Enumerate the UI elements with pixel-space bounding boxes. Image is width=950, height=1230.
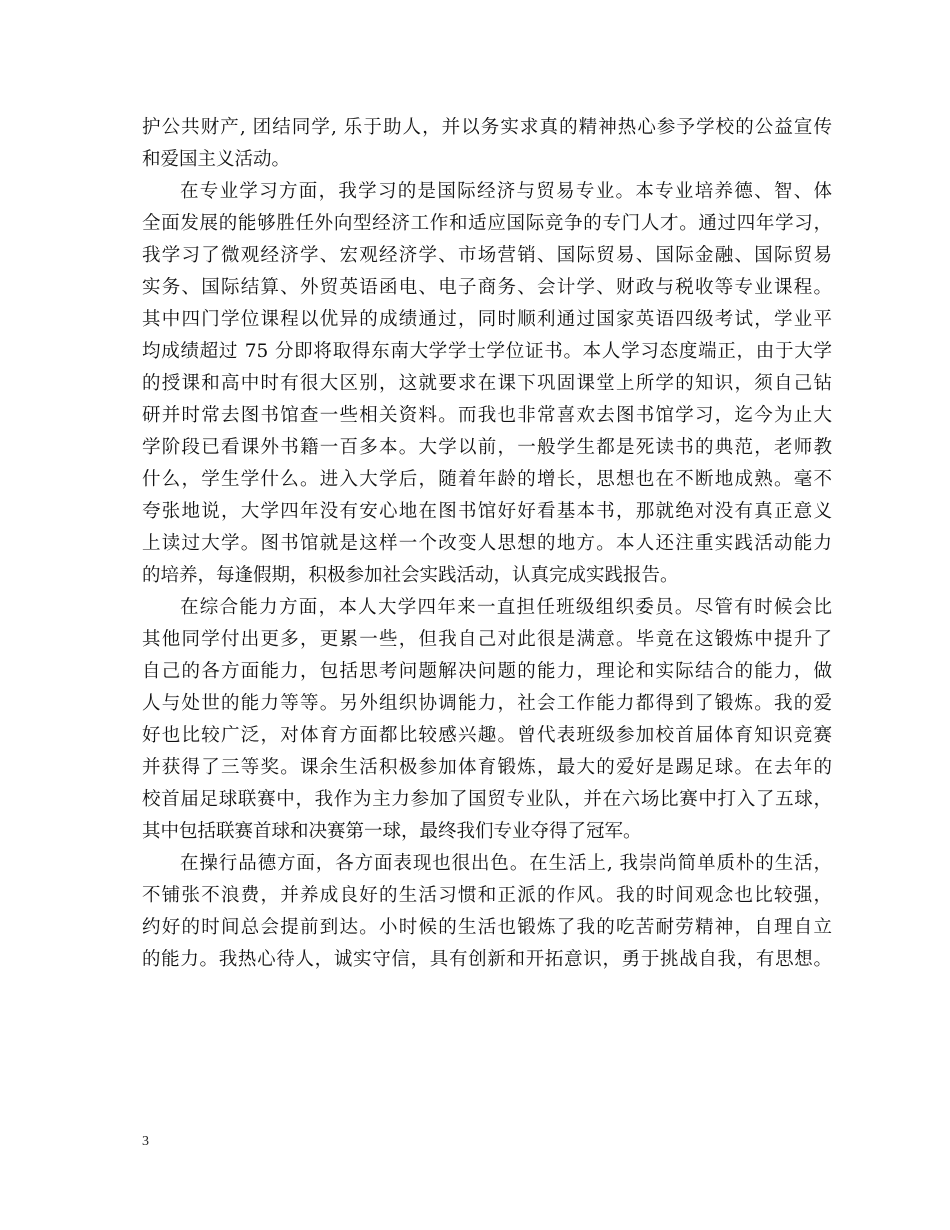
body-text: [142, 112, 832, 976]
paragraph-start-line: 在综合能力方面，本人大学四年来一直担任班级组织委员。尽管有时候会比: [180, 597, 832, 618]
paragraph-start-line: 在专业学习方面，我学习的是国际经济与贸易专业。本专业培养德、智、体: [180, 181, 832, 202]
text-line: 并获得了三等奖。课余生活积极参加体育锻炼，最大的爱好是踢足球。在去年的: [142, 757, 832, 778]
text-line: 不铺张不浪费，并养成良好的生活习惯和正派的作风。我的时间观念也比较强，: [142, 885, 832, 906]
text-line: 夸张地说，大学四年没有安心地在图书馆好好看基本书，那就绝对没有真正意义: [142, 501, 832, 522]
text-line: 好也比较广泛，对体育方面都比较感兴趣。曾代表班级参加校首届体育知识竞赛: [142, 725, 832, 746]
text-line: 自己的各方面能力，包括思考问题解决问题的能力，理论和实际结合的能力，做: [142, 661, 832, 682]
text-line: 护公共财产, 团结同学, 乐于助人，并以务实求真的精神热心参予学校的公益宣传: [142, 117, 832, 138]
text-line: 其他同学付出更多，更累一些，但我自己对此很是满意。毕竟在这锻炼中提升了: [142, 629, 832, 650]
text-line: 校首届足球联赛中，我作为主力参加了国贸专业队，并在六场比赛中打入了五球，: [142, 789, 832, 810]
text-line: 均成绩超过 75 分即将取得东南大学学士学位证书。本人学习态度端正，由于大学: [142, 341, 832, 362]
text-line: 实务、国际结算、外贸英语函电、电子商务、会计学、财政与税收等专业课程。: [142, 277, 832, 298]
text-line: 的培养，每逢假期，积极参加社会实践活动，认真完成实践报告。: [142, 565, 679, 586]
text-line: 其中四门学位课程以优异的成绩通过，同时顺利通过国家英语四级考试，学业平: [142, 309, 832, 330]
text-line: 约好的时间总会提前到达。小时候的生活也锻炼了我的吃苦耐劳精神，自理自立: [142, 917, 832, 938]
text-line: 和爱国主义活动。: [142, 149, 291, 170]
text-line: 什么，学生学什么。进入大学后，随着年龄的增长，思想也在不断地成熟。毫不: [142, 469, 832, 490]
text-line: 的能力。我热心待人，诚实守信，具有创新和开拓意识，勇于挑战自我，有思想。: [142, 949, 832, 970]
text-line: 的授课和高中时有很大区别，这就要求在课下巩固课堂上所学的知识，须自己钻: [142, 373, 832, 394]
text-line: 研并时常去图书馆查一些相关资料。而我也非常喜欢去图书馆学习，迄今为止大: [142, 405, 832, 426]
paragraph-start-line: 在操行品德方面，各方面表现也很出色。在生活上, 我崇尚简单质朴的生活，: [180, 853, 832, 874]
text-line: 我学习了微观经济学、宏观经济学、市场营销、国际贸易、国际金融、国际贸易: [142, 245, 832, 266]
text-line: 学阶段已看课外书籍一百多本。大学以前，一般学生都是死读书的典范，老师教: [142, 437, 832, 458]
text-line: 全面发展的能够胜任外向型经济工作和适应国际竞争的专门人才。通过四年学习，: [142, 213, 832, 234]
text-line: 人与处世的能力等等。另外组织协调能力，社会工作能力都得到了锻炼。我的爱: [142, 693, 832, 714]
page-number: 3: [142, 1134, 149, 1149]
text-line: 其中包括联赛首球和决赛第一球，最终我们专业夺得了冠军。: [142, 821, 642, 842]
text-line: 上读过大学。图书馆就是这样一个改变人思想的地方。本人还注重实践活动能力: [142, 533, 832, 554]
